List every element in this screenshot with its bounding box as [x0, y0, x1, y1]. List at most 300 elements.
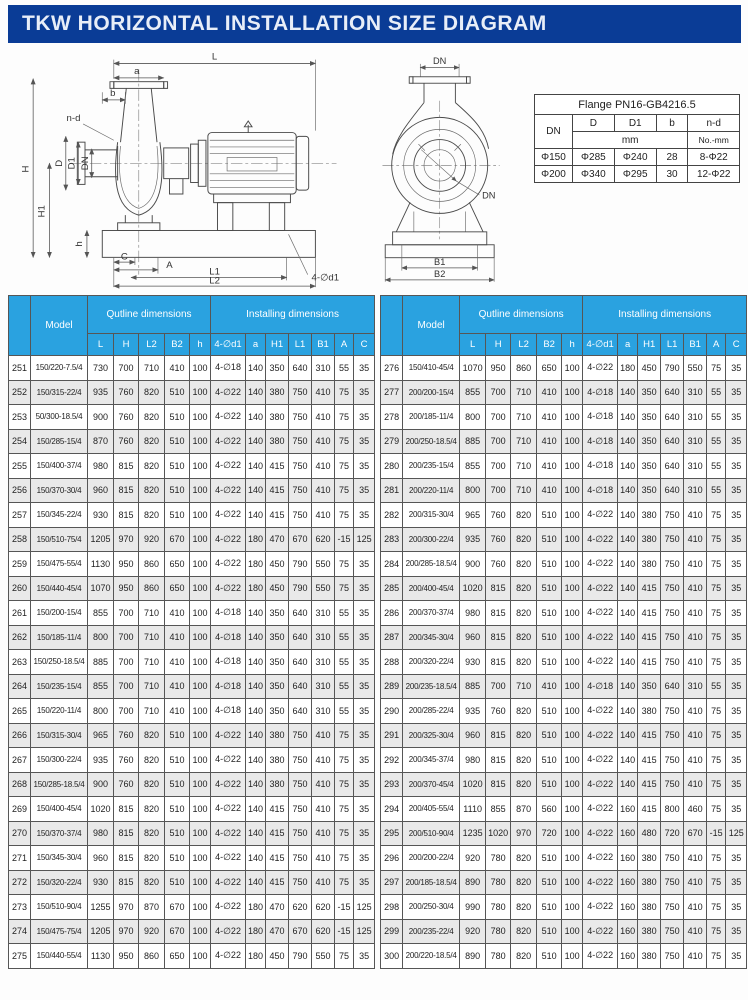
a-cell: 140 [618, 454, 638, 479]
H1-cell: 350 [638, 674, 661, 699]
H-cell: 815 [486, 601, 511, 626]
C-cell: 35 [354, 454, 375, 479]
bolt-cell: 4-∅22 [211, 552, 246, 577]
row-number: 269 [9, 797, 31, 822]
C-cell: 125 [354, 527, 375, 552]
col-model-header: Model [31, 296, 88, 356]
L-cell: 935 [460, 527, 486, 552]
H-cell: 815 [486, 576, 511, 601]
C-cell: 35 [726, 429, 747, 454]
H-cell: 760 [486, 503, 511, 528]
h-cell: 100 [190, 870, 211, 895]
B1-cell: 410 [684, 527, 707, 552]
model-cell: 200/300-22/4 [403, 527, 460, 552]
L1-cell: 790 [289, 944, 312, 969]
model-cell: 200/250-18.5/4 [403, 429, 460, 454]
B2-cell: 670 [165, 895, 190, 920]
L-cell: 890 [460, 944, 486, 969]
table-row [9, 405, 375, 430]
L1-cell: 750 [661, 919, 684, 944]
bolt-cell: 4-∅22 [211, 723, 246, 748]
B1-cell: 410 [684, 895, 707, 920]
col-B1: B1 [684, 334, 707, 356]
B1-cell: 310 [312, 356, 335, 381]
table-row [9, 552, 375, 577]
dim-label-h: h [74, 241, 86, 247]
table-row [9, 503, 375, 528]
H1-cell: 350 [266, 601, 289, 626]
B1-cell: 410 [312, 503, 335, 528]
H1-cell: 380 [638, 699, 661, 724]
A-cell: 75 [335, 478, 354, 503]
h-cell: 100 [562, 478, 583, 503]
L1-cell: 750 [289, 797, 312, 822]
table-row [381, 454, 747, 479]
A-cell: 75 [707, 895, 726, 920]
flange-dn-cell: Φ150 [535, 149, 573, 166]
L1-cell: 640 [289, 601, 312, 626]
B2-cell: 410 [537, 429, 562, 454]
H1-cell: 415 [266, 846, 289, 871]
flange-d1-cell: Φ240 [614, 149, 656, 166]
H-cell: 970 [114, 527, 139, 552]
L1-cell: 790 [289, 576, 312, 601]
col-a: a [246, 334, 266, 356]
table-row [381, 723, 747, 748]
L-cell: 855 [88, 601, 114, 626]
col-C: C [354, 334, 375, 356]
bolt-cell: 4-∅22 [211, 895, 246, 920]
row-number: 287 [381, 625, 403, 650]
bolt-cell: 4-∅22 [211, 944, 246, 969]
bolt-cell: 4-∅22 [583, 503, 618, 528]
col-B1: B1 [312, 334, 335, 356]
L1-cell: 750 [661, 527, 684, 552]
h-cell: 100 [190, 601, 211, 626]
model-cell: 200/370-37/4 [403, 601, 460, 626]
bolt-cell: 4-∅18 [211, 674, 246, 699]
a-cell: 140 [618, 699, 638, 724]
L2-cell: 820 [139, 772, 165, 797]
A-cell: 75 [707, 919, 726, 944]
h-cell: 100 [190, 919, 211, 944]
C-cell: 35 [354, 625, 375, 650]
dim-label-A: A [166, 259, 173, 271]
L2-cell: 710 [139, 674, 165, 699]
model-cell: 150/250-18.5/4 [31, 650, 88, 675]
bolt-cell: 4-∅22 [583, 601, 618, 626]
B2-cell: 510 [165, 405, 190, 430]
B2-cell: 410 [165, 699, 190, 724]
H-cell: 815 [486, 650, 511, 675]
model-cell: 150/440-45/4 [31, 576, 88, 601]
A-cell: 55 [707, 674, 726, 699]
H1-cell: 380 [266, 380, 289, 405]
H-cell: 760 [114, 723, 139, 748]
B2-cell: 510 [165, 772, 190, 797]
B2-cell: 560 [537, 797, 562, 822]
H-cell: 970 [114, 895, 139, 920]
a-cell: 140 [246, 650, 266, 675]
L1-cell: 750 [289, 478, 312, 503]
row-number: 284 [381, 552, 403, 577]
table-row [381, 650, 747, 675]
L2-cell: 710 [511, 380, 537, 405]
table-row [9, 454, 375, 479]
col-h: h [190, 334, 211, 356]
B2-cell: 510 [537, 748, 562, 773]
a-cell: 160 [618, 846, 638, 871]
H-cell: 700 [486, 380, 511, 405]
bolt-cell: 4-∅18 [211, 356, 246, 381]
a-cell: 140 [246, 870, 266, 895]
flange-unit-mm: mm [572, 132, 688, 149]
B2-cell: 650 [165, 576, 190, 601]
L-cell: 900 [88, 772, 114, 797]
B2-cell: 410 [537, 405, 562, 430]
H-cell: 815 [114, 870, 139, 895]
L-cell: 960 [460, 723, 486, 748]
H1-cell: 350 [638, 478, 661, 503]
col-L2: L2 [511, 334, 537, 356]
model-cell: 150/410-45/4 [403, 356, 460, 381]
model-cell: 150/345-30/4 [31, 846, 88, 871]
row-number: 281 [381, 478, 403, 503]
H1-cell: 350 [266, 356, 289, 381]
H-cell: 1020 [486, 821, 511, 846]
H-cell: 815 [114, 454, 139, 479]
B1-cell: 410 [312, 380, 335, 405]
H1-cell: 415 [638, 797, 661, 822]
H1-cell: 415 [266, 797, 289, 822]
a-cell: 160 [618, 895, 638, 920]
h-cell: 100 [190, 552, 211, 577]
H1-cell: 350 [638, 454, 661, 479]
C-cell: 35 [726, 699, 747, 724]
H1-cell: 415 [266, 503, 289, 528]
row-number: 296 [381, 846, 403, 871]
B1-cell: 550 [312, 576, 335, 601]
model-cell: 150/200-15/4 [31, 601, 88, 626]
C-cell: 35 [726, 895, 747, 920]
row-number: 300 [381, 944, 403, 969]
H1-cell: 480 [638, 821, 661, 846]
L1-cell: 750 [661, 772, 684, 797]
bolt-cell: 4-∅18 [211, 601, 246, 626]
h-cell: 100 [562, 870, 583, 895]
H1-cell: 415 [266, 454, 289, 479]
bolt-cell: 4-∅22 [583, 576, 618, 601]
L-cell: 960 [88, 478, 114, 503]
A-cell: 75 [707, 503, 726, 528]
H-cell: 815 [114, 478, 139, 503]
h-cell: 100 [190, 723, 211, 748]
model-cell: 50/300-18.5/4 [31, 405, 88, 430]
H1-cell: 415 [638, 650, 661, 675]
L-cell: 930 [88, 870, 114, 895]
col-H: H [114, 334, 139, 356]
H1-cell: 350 [266, 674, 289, 699]
B1-cell: 620 [312, 919, 335, 944]
a-cell: 160 [618, 797, 638, 822]
C-cell: 35 [726, 380, 747, 405]
L1-cell: 750 [289, 405, 312, 430]
table-row [381, 625, 747, 650]
bolt-cell: 4-∅22 [583, 919, 618, 944]
L1-cell: 640 [661, 429, 684, 454]
B2-cell: 510 [537, 650, 562, 675]
table-row [381, 919, 747, 944]
B2-cell: 510 [537, 503, 562, 528]
H1-cell: 450 [638, 356, 661, 381]
B1-cell: 410 [312, 797, 335, 822]
H-cell: 780 [486, 870, 511, 895]
L2-cell: 820 [139, 478, 165, 503]
table-row [381, 503, 747, 528]
dim-label-C: C [120, 251, 128, 263]
L1-cell: 790 [289, 552, 312, 577]
model-cell: 200/235-22/4 [403, 919, 460, 944]
L1-cell: 640 [289, 650, 312, 675]
dim-label-DN-side: DN [482, 190, 496, 201]
table-row [9, 699, 375, 724]
C-cell: 35 [354, 650, 375, 675]
L-cell: 885 [460, 674, 486, 699]
group-outline-header: Qutline dimensions [460, 296, 583, 334]
bolt-cell: 4-∅18 [583, 674, 618, 699]
B2-cell: 650 [165, 944, 190, 969]
page-title: TKW HORIZONTAL INSTALLATION SIZE DIAGRAM [22, 12, 547, 35]
L-cell: 885 [460, 429, 486, 454]
H1-cell: 415 [638, 601, 661, 626]
C-cell: 35 [726, 723, 747, 748]
col-B2: B2 [165, 334, 190, 356]
B2-cell: 410 [165, 650, 190, 675]
bolt-cell: 4-∅22 [211, 576, 246, 601]
B1-cell: 410 [684, 552, 707, 577]
row-number: 262 [9, 625, 31, 650]
a-cell: 140 [246, 723, 266, 748]
model-cell: 150/315-30/4 [31, 723, 88, 748]
row-number: 278 [381, 405, 403, 430]
B2-cell: 510 [537, 846, 562, 871]
H1-cell: 350 [266, 699, 289, 724]
A-cell: 55 [335, 625, 354, 650]
L-cell: 930 [460, 650, 486, 675]
C-cell: 125 [726, 821, 747, 846]
H-cell: 700 [486, 429, 511, 454]
L-cell: 1130 [88, 552, 114, 577]
table-row [381, 870, 747, 895]
A-cell: 75 [335, 846, 354, 871]
A-cell: 75 [707, 846, 726, 871]
B2-cell: 510 [537, 870, 562, 895]
table-row [9, 601, 375, 626]
B1-cell: 410 [684, 748, 707, 773]
L-cell: 1255 [88, 895, 114, 920]
model-cell: 200/200-15/4 [403, 380, 460, 405]
C-cell: 35 [726, 625, 747, 650]
row-number: 258 [9, 527, 31, 552]
table-row [381, 748, 747, 773]
L2-cell: 820 [511, 527, 537, 552]
h-cell: 100 [562, 772, 583, 797]
model-cell: 150/185-11/4 [31, 625, 88, 650]
dimension-table-left [8, 295, 375, 969]
table-row [9, 674, 375, 699]
A-cell: 75 [707, 699, 726, 724]
col-A: A [707, 334, 726, 356]
table-row [381, 552, 747, 577]
A-cell: 55 [707, 454, 726, 479]
group-outline-header: Qutline dimensions [88, 296, 211, 334]
diagram-section [10, 48, 740, 294]
model-cell: 150/345-22/4 [31, 503, 88, 528]
L2-cell: 820 [139, 723, 165, 748]
row-number: 252 [9, 380, 31, 405]
H1-cell: 380 [266, 772, 289, 797]
C-cell: 35 [726, 919, 747, 944]
C-cell: 35 [726, 944, 747, 969]
model-cell: 200/510-90/4 [403, 821, 460, 846]
B1-cell: 410 [312, 772, 335, 797]
B1-cell: 310 [684, 674, 707, 699]
L2-cell: 710 [511, 478, 537, 503]
table-row [381, 601, 747, 626]
A-cell: 55 [335, 674, 354, 699]
a-cell: 140 [246, 625, 266, 650]
table-row [9, 429, 375, 454]
dim-label-a: a [134, 66, 140, 77]
H-cell: 760 [114, 429, 139, 454]
A-cell: 55 [707, 429, 726, 454]
H1-cell: 450 [266, 944, 289, 969]
flange-nd-cell: 8-Φ22 [688, 149, 740, 166]
h-cell: 100 [190, 748, 211, 773]
B1-cell: 310 [684, 405, 707, 430]
table-row [381, 576, 747, 601]
H-cell: 950 [114, 944, 139, 969]
L-cell: 935 [88, 380, 114, 405]
B2-cell: 510 [537, 601, 562, 626]
a-cell: 140 [618, 429, 638, 454]
A-cell: -15 [707, 821, 726, 846]
table-row [9, 895, 375, 920]
L-cell: 870 [88, 429, 114, 454]
L2-cell: 860 [139, 576, 165, 601]
L2-cell: 870 [139, 895, 165, 920]
L-cell: 965 [88, 723, 114, 748]
model-cell: 150/285-18.5/4 [31, 772, 88, 797]
H-cell: 780 [486, 944, 511, 969]
A-cell: 75 [707, 944, 726, 969]
h-cell: 100 [190, 405, 211, 430]
H1-cell: 380 [266, 405, 289, 430]
h-cell: 100 [190, 674, 211, 699]
dim-label-DN: DN [79, 156, 91, 171]
bolt-cell: 4-∅22 [583, 748, 618, 773]
H1-cell: 415 [638, 723, 661, 748]
B2-cell: 510 [537, 944, 562, 969]
B1-cell: 410 [684, 772, 707, 797]
C-cell: 35 [726, 674, 747, 699]
a-cell: 140 [246, 846, 266, 871]
table-row [9, 919, 375, 944]
C-cell: 35 [354, 797, 375, 822]
L-cell: 1020 [460, 772, 486, 797]
B1-cell: 410 [312, 478, 335, 503]
L2-cell: 860 [139, 944, 165, 969]
B2-cell: 410 [165, 674, 190, 699]
model-cell: 150/220-11/4 [31, 699, 88, 724]
dimension-table-right [380, 295, 747, 969]
h-cell: 100 [190, 503, 211, 528]
flange-nd-cell: 12-Φ22 [688, 166, 740, 183]
C-cell: 35 [726, 356, 747, 381]
L2-cell: 820 [511, 723, 537, 748]
C-cell: 35 [726, 454, 747, 479]
H-cell: 950 [114, 576, 139, 601]
B2-cell: 510 [537, 772, 562, 797]
table-row [381, 772, 747, 797]
h-cell: 100 [562, 503, 583, 528]
H-cell: 950 [114, 552, 139, 577]
row-number: 295 [381, 821, 403, 846]
B2-cell: 510 [537, 552, 562, 577]
C-cell: 35 [726, 797, 747, 822]
H-cell: 815 [114, 797, 139, 822]
L1-cell: 750 [289, 772, 312, 797]
H-cell: 700 [114, 650, 139, 675]
C-cell: 35 [726, 772, 747, 797]
a-cell: 140 [246, 601, 266, 626]
H1-cell: 415 [638, 576, 661, 601]
bolt-cell: 4-∅22 [583, 846, 618, 871]
table-row [9, 797, 375, 822]
H1-cell: 380 [638, 895, 661, 920]
L2-cell: 820 [511, 944, 537, 969]
L-cell: 885 [88, 650, 114, 675]
A-cell: 75 [335, 944, 354, 969]
col-H1: H1 [266, 334, 289, 356]
col-4d1: 4-∅d1 [211, 334, 246, 356]
C-cell: 35 [354, 699, 375, 724]
row-number: 266 [9, 723, 31, 748]
table-row [9, 723, 375, 748]
B1-cell: 410 [312, 870, 335, 895]
model-cell: 150/400-45/4 [31, 797, 88, 822]
A-cell: 55 [707, 478, 726, 503]
table-row [381, 797, 747, 822]
L-cell: 960 [88, 846, 114, 871]
row-number: 251 [9, 356, 31, 381]
A-cell: 75 [707, 723, 726, 748]
row-number: 282 [381, 503, 403, 528]
row-number: 293 [381, 772, 403, 797]
bolt-cell: 4-∅22 [583, 527, 618, 552]
C-cell: 35 [354, 478, 375, 503]
L-cell: 855 [460, 454, 486, 479]
dim-label-D1: D1 [66, 157, 78, 170]
h-cell: 100 [562, 944, 583, 969]
a-cell: 140 [618, 723, 638, 748]
B2-cell: 510 [165, 723, 190, 748]
H-cell: 700 [114, 601, 139, 626]
B2-cell: 410 [537, 380, 562, 405]
C-cell: 35 [726, 601, 747, 626]
a-cell: 180 [246, 527, 266, 552]
A-cell: 75 [335, 723, 354, 748]
